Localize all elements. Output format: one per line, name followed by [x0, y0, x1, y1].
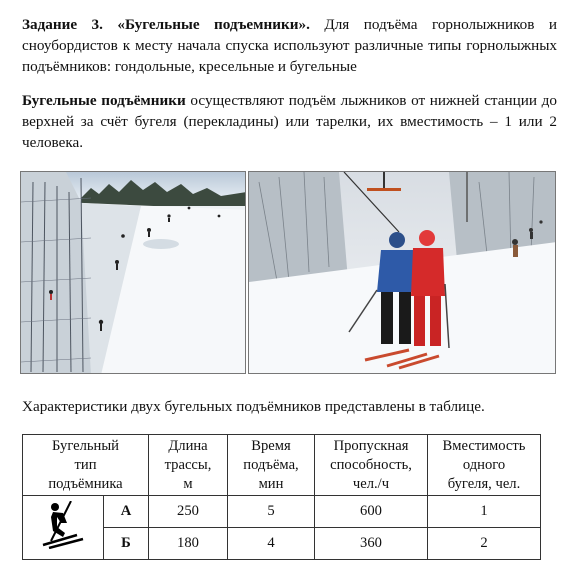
cell-capacity: 600: [315, 496, 428, 528]
table-caption: Характеристики двух бугельных подъёмников представлены в таблице.: [22, 398, 485, 415]
para2-text: осуществляют подъём лыжников от нижней станции до верхней за счёт бугеля (перекладины) или тарелки, их вместимость – 1 или 2 человека.: [22, 92, 557, 151]
col-header-type: Бугельный тип подъёмника: [23, 435, 149, 496]
cell-length: 180: [149, 528, 228, 560]
table-header-row: [23, 435, 541, 496]
cell-length: 250: [149, 496, 228, 528]
lift-label: А: [104, 496, 149, 528]
cell-capacity: 360: [315, 528, 428, 560]
cell-time: 5: [228, 496, 315, 528]
col-header-length: Длина трассы, м: [149, 435, 228, 496]
col-header-time: Время подъёма, мин: [228, 435, 315, 496]
table-row: [23, 496, 541, 528]
col-header-capacity: Пропускная способность, чел./ч: [315, 435, 428, 496]
lift-label: Б: [104, 528, 149, 560]
task-intro: [22, 14, 557, 77]
skier-on-drag-lift-icon: [23, 496, 104, 560]
para2-bold: Бугельные подъёмники: [22, 92, 186, 109]
task-intro-text: Для подъёма горнолыжников и сноубордистов к месту начала спуска используют различные типы горнолыжных подъёмников: гондольные, кресельные и бугельные: [22, 16, 557, 75]
skiers-on-t-bar-photo: [248, 171, 556, 374]
col-header-seats: Вместимость одного бугеля, чел.: [428, 435, 541, 496]
task-heading: Задание 3. «Бугельные подъемники».: [22, 16, 310, 33]
lift-characteristics-table: [22, 434, 541, 560]
task-paragraph-2: [22, 90, 557, 153]
ski-slope-drag-lift-photo: [20, 171, 246, 374]
cell-seats: 2: [428, 528, 541, 560]
cell-seats: 1: [428, 496, 541, 528]
cell-time: 4: [228, 528, 315, 560]
